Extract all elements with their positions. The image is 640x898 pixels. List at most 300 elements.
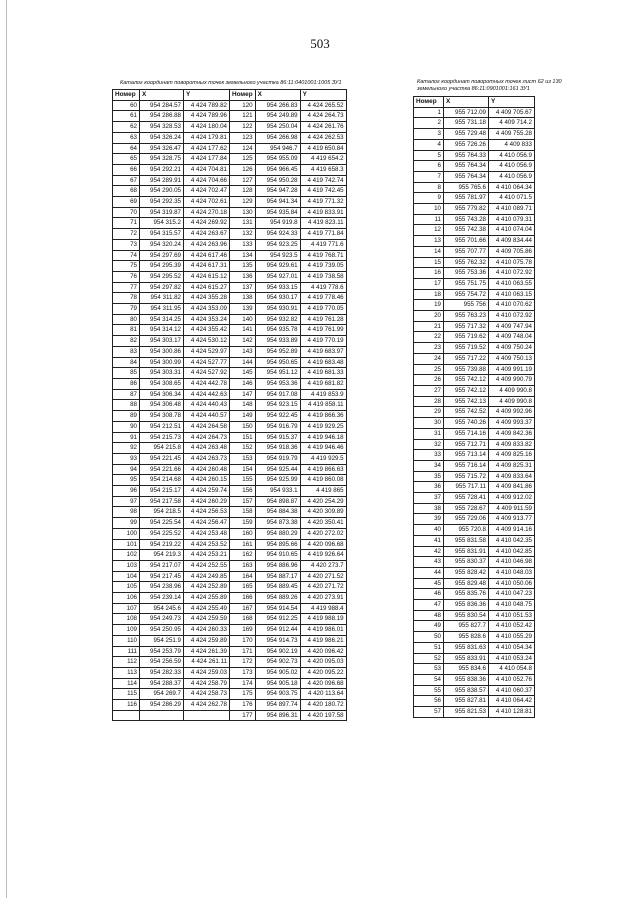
x-coordinate-cell: 954 925.44 <box>255 464 300 475</box>
x-coordinate-cell: 955 836.36 <box>444 600 489 611</box>
y-coordinate-cell: 4 424 704.66 <box>184 175 230 186</box>
x-coordinate-cell: 954 902.19 <box>255 646 300 657</box>
y-coordinate-cell: 4 424 265.52 <box>300 100 346 111</box>
y-coordinate-cell: 4 410 042.85 <box>489 546 535 557</box>
right-table-caption <box>417 79 627 93</box>
x-coordinate-cell: 954 311.95 <box>140 304 184 315</box>
point-number-cell: 17 <box>414 278 444 289</box>
y-coordinate-cell: 4 420 273.7 <box>300 560 346 571</box>
x-coordinate-cell: 954 919.8 <box>255 218 300 229</box>
table-row <box>113 667 347 678</box>
x-coordinate-cell: 954 217.58 <box>140 496 184 507</box>
point-number-cell: 122 <box>230 122 256 133</box>
y-coordinate-cell: 4 409 912.02 <box>489 493 535 504</box>
y-coordinate-cell: 4 419 683.97 <box>300 346 346 357</box>
x-coordinate-cell: 954 910.65 <box>255 550 300 561</box>
x-coordinate-cell: 955 728.67 <box>444 503 489 514</box>
table-row <box>414 439 535 450</box>
table-row <box>113 271 347 282</box>
y-coordinate-cell: 4 409 914.16 <box>489 525 535 536</box>
table-row <box>414 193 535 204</box>
y-coordinate-cell: 4 409 714.2 <box>489 118 535 129</box>
x-coordinate-cell: 954 903.75 <box>255 689 300 700</box>
x-coordinate-cell: 954 955.09 <box>255 154 300 165</box>
y-coordinate-cell <box>184 710 230 721</box>
x-coordinate-cell: 954 219.3 <box>140 550 184 561</box>
point-number-cell: 139 <box>230 304 256 315</box>
table-row <box>414 450 535 461</box>
x-coordinate-cell: 954 912.25 <box>255 614 300 625</box>
x-coordinate-cell: 955 764.34 <box>444 171 489 182</box>
x-coordinate-cell: 954 905.02 <box>255 667 300 678</box>
point-number-cell: 137 <box>230 282 256 293</box>
point-number-cell: 111 <box>113 646 140 657</box>
x-coordinate-cell: 954 250.95 <box>140 625 184 636</box>
x-coordinate-cell: 955 739.88 <box>444 364 489 375</box>
point-number-cell: 4 <box>414 139 444 150</box>
x-coordinate-cell: 954 895.66 <box>255 539 300 550</box>
x-coordinate-cell: 954 295.39 <box>140 261 184 272</box>
y-coordinate-cell: 4 424 353.09 <box>184 304 230 315</box>
point-number-cell: 128 <box>230 186 256 197</box>
point-number-cell: 159 <box>230 518 256 529</box>
point-number-cell: 82 <box>113 336 140 347</box>
table-row <box>414 471 535 482</box>
x-coordinate-cell: 954 266.98 <box>255 132 300 143</box>
point-number-cell: 11 <box>414 214 444 225</box>
table-row <box>414 214 535 225</box>
y-coordinate-cell: 4 424 260.33 <box>184 625 230 636</box>
point-number-cell: 81 <box>113 325 140 336</box>
y-coordinate-cell: 4 424 259.59 <box>184 614 230 625</box>
y-coordinate-cell: 4 409 755.28 <box>489 129 535 140</box>
y-coordinate-cell: 4 410 079.31 <box>489 214 535 225</box>
y-coordinate-cell: 4 424 255.89 <box>184 593 230 604</box>
table-row <box>113 603 347 614</box>
x-coordinate-cell: 955 713.14 <box>444 450 489 461</box>
y-coordinate-cell: 4 424 440.57 <box>184 411 230 422</box>
y-coordinate-cell: 4 419 946.18 <box>300 432 346 443</box>
y-coordinate-cell: 4 424 256.53 <box>184 507 230 518</box>
point-number-cell: 51 <box>414 642 444 653</box>
x-coordinate-cell: 954 219.22 <box>140 539 184 550</box>
y-coordinate-cell: 4 420 254.29 <box>300 496 346 507</box>
table-row <box>113 646 347 657</box>
point-number-cell: 41 <box>414 535 444 546</box>
table-row <box>113 678 347 689</box>
y-coordinate-cell: 4 409 748.04 <box>489 332 535 343</box>
table-row <box>414 268 535 279</box>
point-number-cell: 153 <box>230 453 256 464</box>
page-number: 503 <box>310 36 330 51</box>
table-row <box>414 129 535 140</box>
point-number-cell: 162 <box>230 550 256 561</box>
x-coordinate-cell: 954 303.31 <box>140 368 184 379</box>
x-coordinate-cell: 954 941.34 <box>255 197 300 208</box>
x-coordinate-cell: 954 923.5 <box>255 250 300 261</box>
y-coordinate-cell: 4 410 064.42 <box>489 696 535 707</box>
header-num: Номер <box>414 97 444 108</box>
table-row <box>414 578 535 589</box>
table-row <box>414 139 535 150</box>
x-coordinate-cell: 955 830.37 <box>444 557 489 568</box>
point-number-cell: 105 <box>113 582 140 593</box>
table-row <box>113 293 347 304</box>
table-row <box>113 336 347 347</box>
point-number-cell: 171 <box>230 646 256 657</box>
y-coordinate-cell: 4 424 249.85 <box>184 571 230 582</box>
point-number-cell: 76 <box>113 271 140 282</box>
x-coordinate-cell: 955 717.22 <box>444 353 489 364</box>
x-coordinate-cell: 955 740.26 <box>444 418 489 429</box>
x-coordinate-cell: 954 282.33 <box>140 667 184 678</box>
point-number-cell: 80 <box>113 314 140 325</box>
x-coordinate-cell: 954 930.17 <box>255 293 300 304</box>
y-coordinate-cell: 4 424 177.62 <box>184 143 230 154</box>
table-row <box>414 332 535 343</box>
y-coordinate-cell: 4 424 789.96 <box>184 111 230 122</box>
point-number-cell: 158 <box>230 507 256 518</box>
y-coordinate-cell: 4 424 353.24 <box>184 314 230 325</box>
y-coordinate-cell: 4 410 052.76 <box>489 674 535 685</box>
x-coordinate-cell: 955 743.28 <box>444 214 489 225</box>
point-number-cell: 121 <box>230 111 256 122</box>
y-coordinate-cell: 4 410 048.03 <box>489 567 535 578</box>
x-coordinate-cell: 955 829.48 <box>444 578 489 589</box>
y-coordinate-cell: 4 424 252.55 <box>184 560 230 571</box>
table-row <box>414 236 535 247</box>
x-coordinate-cell: 954 251.9 <box>140 635 184 646</box>
y-coordinate-cell: 4 424 258.73 <box>184 689 230 700</box>
y-coordinate-cell: 4 419 650.84 <box>300 143 346 154</box>
table-row <box>414 161 535 172</box>
y-coordinate-cell: 4 419 823.11 <box>300 218 346 229</box>
y-coordinate-cell: 4 409 833.82 <box>489 439 535 450</box>
table-row <box>414 707 535 718</box>
y-coordinate-cell: 4 419 770.19 <box>300 336 346 347</box>
x-coordinate-cell: 954 306.48 <box>140 400 184 411</box>
x-coordinate-cell: 955 731.18 <box>444 118 489 129</box>
y-coordinate-cell: 4 410 070.62 <box>489 300 535 311</box>
y-coordinate-cell: 4 424 252.89 <box>184 582 230 593</box>
table-row <box>414 460 535 471</box>
point-number-cell: 45 <box>414 578 444 589</box>
point-number-cell: 49 <box>414 621 444 632</box>
table-row <box>113 582 347 593</box>
y-coordinate-cell: 4 419 683.48 <box>300 357 346 368</box>
x-coordinate-cell: 954 915.37 <box>255 432 300 443</box>
x-coordinate-cell: 954 249.73 <box>140 614 184 625</box>
point-number-cell: 161 <box>230 539 256 550</box>
y-coordinate-cell: 4 409 750.24 <box>489 343 535 354</box>
point-number-cell: 75 <box>113 261 140 272</box>
y-coordinate-cell: 4 419 860.08 <box>300 475 346 486</box>
point-number-cell: 160 <box>230 528 256 539</box>
y-coordinate-cell: 4 409 913.77 <box>489 514 535 525</box>
header-x: X <box>140 90 184 101</box>
x-coordinate-cell: 955 701.66 <box>444 236 489 247</box>
point-number-cell: 123 <box>230 132 256 143</box>
table-row <box>113 368 347 379</box>
point-number-cell: 91 <box>113 432 140 443</box>
table-row <box>113 314 347 325</box>
x-coordinate-cell: 954 933.89 <box>255 336 300 347</box>
table-row <box>414 300 535 311</box>
point-number-cell: 6 <box>414 161 444 172</box>
x-coordinate-cell: 955 833.91 <box>444 653 489 664</box>
x-coordinate-cell: 955 729.48 <box>444 129 489 140</box>
table-row <box>414 428 535 439</box>
point-number-cell: 136 <box>230 271 256 282</box>
table-row <box>414 375 535 386</box>
point-number-cell: 73 <box>113 239 140 250</box>
table-row <box>113 197 347 208</box>
point-number-cell: 102 <box>113 550 140 561</box>
point-number-cell: 127 <box>230 175 256 186</box>
table-row <box>113 550 347 561</box>
x-coordinate-cell: 955 765.6 <box>444 182 489 193</box>
y-coordinate-cell: 4 410 071.5 <box>489 193 535 204</box>
x-coordinate-cell: 955 831.58 <box>444 535 489 546</box>
x-coordinate-cell: 954 898.87 <box>255 496 300 507</box>
x-coordinate-cell: 954 902.73 <box>255 657 300 668</box>
point-number-cell: 78 <box>113 293 140 304</box>
y-coordinate-cell: 4 424 617.46 <box>184 250 230 261</box>
y-coordinate-cell: 4 410 074.04 <box>489 225 535 236</box>
point-number-cell: 114 <box>113 678 140 689</box>
y-coordinate-cell: 4 410 089.71 <box>489 204 535 215</box>
y-coordinate-cell: 4 419 929.5 <box>300 453 346 464</box>
x-coordinate-cell: 954 917.08 <box>255 389 300 400</box>
x-coordinate-cell: 955 762.32 <box>444 257 489 268</box>
x-coordinate-cell: 955 827.7 <box>444 621 489 632</box>
point-number-cell: 32 <box>414 439 444 450</box>
point-number-cell: 61 <box>113 111 140 122</box>
y-coordinate-cell: 4 419 761.28 <box>300 314 346 325</box>
y-coordinate-cell: 4 424 702.61 <box>184 197 230 208</box>
y-coordinate-cell: 4 419 778.6 <box>300 282 346 293</box>
y-coordinate-cell: 4 410 075.78 <box>489 257 535 268</box>
x-coordinate-cell: 954 930.91 <box>255 304 300 315</box>
point-number-cell: 67 <box>113 175 140 186</box>
x-coordinate-cell: 955 717.32 <box>444 321 489 332</box>
point-number-cell: 40 <box>414 525 444 536</box>
point-number-cell: 101 <box>113 539 140 550</box>
point-number-cell: 126 <box>230 164 256 175</box>
point-number-cell: 133 <box>230 239 256 250</box>
table-row <box>113 304 347 315</box>
y-coordinate-cell: 4 420 113.64 <box>300 689 346 700</box>
x-coordinate-cell: 954 218.5 <box>140 507 184 518</box>
point-number-cell: 50 <box>414 632 444 643</box>
x-coordinate-cell: 954 950.65 <box>255 357 300 368</box>
y-coordinate-cell: 4 419 986.21 <box>300 635 346 646</box>
y-coordinate-cell: 4 410 063.15 <box>489 289 535 300</box>
y-coordinate-cell: 4 424 263.67 <box>184 229 230 240</box>
x-coordinate-cell: 954 215.8 <box>140 443 184 454</box>
y-coordinate-cell: 4 419 738.58 <box>300 271 346 282</box>
x-coordinate-cell: 955 712.09 <box>444 107 489 118</box>
x-coordinate-cell: 954 873.38 <box>255 518 300 529</box>
y-coordinate-cell: 4 419 988.19 <box>300 614 346 625</box>
x-coordinate-cell: 955 719.62 <box>444 332 489 343</box>
x-coordinate-cell: 955 756 <box>444 300 489 311</box>
x-coordinate-cell: 954 300.99 <box>140 357 184 368</box>
y-coordinate-cell: 4 420 096.68 <box>300 678 346 689</box>
x-coordinate-cell: 954 932.82 <box>255 314 300 325</box>
point-number-cell: 106 <box>113 593 140 604</box>
table-row <box>414 546 535 557</box>
x-coordinate-cell: 955 835.76 <box>444 589 489 600</box>
table-row <box>113 432 347 443</box>
table-row <box>113 614 347 625</box>
y-coordinate-cell: 4 409 705.67 <box>489 107 535 118</box>
table-row <box>414 150 535 161</box>
x-coordinate-cell: 954 297.69 <box>140 250 184 261</box>
point-number-cell: 47 <box>414 600 444 611</box>
point-number-cell: 109 <box>113 625 140 636</box>
point-number-cell: 174 <box>230 678 256 689</box>
point-number-cell: 155 <box>230 475 256 486</box>
x-coordinate-cell: 955 754.72 <box>444 289 489 300</box>
x-coordinate-cell: 954 933.1 <box>255 486 300 497</box>
point-number-cell: 142 <box>230 336 256 347</box>
x-coordinate-cell: 955 838.36 <box>444 674 489 685</box>
x-coordinate-cell: 954 884.38 <box>255 507 300 518</box>
y-coordinate-cell: 4 419 768.71 <box>300 250 346 261</box>
point-number-cell: 138 <box>230 293 256 304</box>
point-number-cell: 62 <box>113 122 140 133</box>
y-coordinate-cell: 4 424 263.48 <box>184 443 230 454</box>
x-coordinate-cell <box>140 710 184 721</box>
y-coordinate-cell: 4 410 128.81 <box>489 707 535 718</box>
x-coordinate-cell: 954 215.17 <box>140 486 184 497</box>
right-coordinate-table <box>413 96 535 718</box>
table-row <box>113 528 347 539</box>
x-coordinate-cell: 954 297.82 <box>140 282 184 293</box>
point-number-cell: 177 <box>230 710 256 721</box>
point-number-cell: 74 <box>113 250 140 261</box>
x-coordinate-cell: 954 269.7 <box>140 689 184 700</box>
y-coordinate-cell: 4 420 272.02 <box>300 528 346 539</box>
point-number-cell: 108 <box>113 614 140 625</box>
x-coordinate-cell: 955 742.12 <box>444 385 489 396</box>
point-number-cell: 148 <box>230 400 256 411</box>
header-y: Y <box>300 90 346 101</box>
x-coordinate-cell: 955 742.52 <box>444 407 489 418</box>
point-number-cell: 132 <box>230 229 256 240</box>
x-coordinate-cell: 954 225.54 <box>140 518 184 529</box>
point-number-cell: 46 <box>414 589 444 600</box>
y-coordinate-cell: 4 420 095.22 <box>300 667 346 678</box>
x-coordinate-cell: 954 889.26 <box>255 593 300 604</box>
x-coordinate-cell: 954 923.25 <box>255 239 300 250</box>
table-row <box>414 567 535 578</box>
point-number-cell: 140 <box>230 314 256 325</box>
table-row <box>414 343 535 354</box>
y-coordinate-cell: 4 424 255.49 <box>184 603 230 614</box>
y-coordinate-cell: 4 424 789.82 <box>184 100 230 111</box>
point-number-cell: 22 <box>414 332 444 343</box>
x-coordinate-cell: 954 217.07 <box>140 560 184 571</box>
point-number-cell: 97 <box>113 496 140 507</box>
x-coordinate-cell: 954 950.28 <box>255 175 300 186</box>
point-number-cell: 53 <box>414 664 444 675</box>
point-number-cell: 79 <box>113 304 140 315</box>
x-coordinate-cell: 955 719.52 <box>444 343 489 354</box>
point-number-cell: 13 <box>414 236 444 247</box>
right-caption-line1: Каталог координат поворотных точек лист 62 из 130 <box>417 79 562 85</box>
y-coordinate-cell: 4 419 771.84 <box>300 229 346 240</box>
point-number-cell: 14 <box>414 246 444 257</box>
y-coordinate-cell: 4 424 260.15 <box>184 475 230 486</box>
x-coordinate-cell: 954 300.86 <box>140 346 184 357</box>
point-number-cell: 27 <box>414 385 444 396</box>
table-row <box>414 407 535 418</box>
table-row <box>113 282 347 293</box>
table-header-row <box>113 90 347 101</box>
table-row <box>414 493 535 504</box>
y-coordinate-cell: 4 410 054.34 <box>489 642 535 653</box>
point-number-cell: 131 <box>230 218 256 229</box>
x-coordinate-cell: 954 306.34 <box>140 389 184 400</box>
point-number-cell: 167 <box>230 603 256 614</box>
y-coordinate-cell: 4 419 771.32 <box>300 197 346 208</box>
x-coordinate-cell: 955 821.53 <box>444 707 489 718</box>
x-coordinate-cell: 954 217.45 <box>140 571 184 582</box>
x-coordinate-cell: 955 707.77 <box>444 246 489 257</box>
table-row <box>113 496 347 507</box>
table-row <box>414 514 535 525</box>
x-coordinate-cell: 954 918.36 <box>255 443 300 454</box>
point-number-cell: 55 <box>414 685 444 696</box>
header-y: Y <box>489 97 535 108</box>
y-coordinate-cell: 4 420 096.42 <box>300 646 346 657</box>
point-number-cell: 107 <box>113 603 140 614</box>
point-number-cell: 42 <box>414 546 444 557</box>
y-coordinate-cell: 4 424 260.48 <box>184 464 230 475</box>
table-row <box>113 560 347 571</box>
y-coordinate-cell: 4 424 259.89 <box>184 635 230 646</box>
x-coordinate-cell: 954 215.73 <box>140 432 184 443</box>
x-coordinate-cell: 954 266.83 <box>255 100 300 111</box>
point-number-cell <box>113 710 140 721</box>
point-number-cell: 146 <box>230 378 256 389</box>
x-coordinate-cell: 954 916.79 <box>255 421 300 432</box>
point-number-cell: 8 <box>414 182 444 193</box>
x-coordinate-cell: 954 284.57 <box>140 100 184 111</box>
table-row <box>414 396 535 407</box>
y-coordinate-cell: 4 409 825.16 <box>489 450 535 461</box>
y-coordinate-cell: 4 420 095.03 <box>300 657 346 668</box>
y-coordinate-cell: 4 410 056.9 <box>489 171 535 182</box>
table-row <box>113 122 347 133</box>
y-coordinate-cell: 4 424 258.79 <box>184 678 230 689</box>
table-row <box>113 164 347 175</box>
point-number-cell: 176 <box>230 700 256 711</box>
x-coordinate-cell: 954 952.89 <box>255 346 300 357</box>
point-number-cell: 87 <box>113 389 140 400</box>
table-row <box>414 535 535 546</box>
y-coordinate-cell: 4 409 841.86 <box>489 482 535 493</box>
table-row <box>113 132 347 143</box>
y-coordinate-cell: 4 424 615.27 <box>184 282 230 293</box>
point-number-cell: 29 <box>414 407 444 418</box>
table-row <box>113 378 347 389</box>
point-number-cell: 112 <box>113 657 140 668</box>
table-row <box>113 261 347 272</box>
x-coordinate-cell: 954 289.91 <box>140 175 184 186</box>
